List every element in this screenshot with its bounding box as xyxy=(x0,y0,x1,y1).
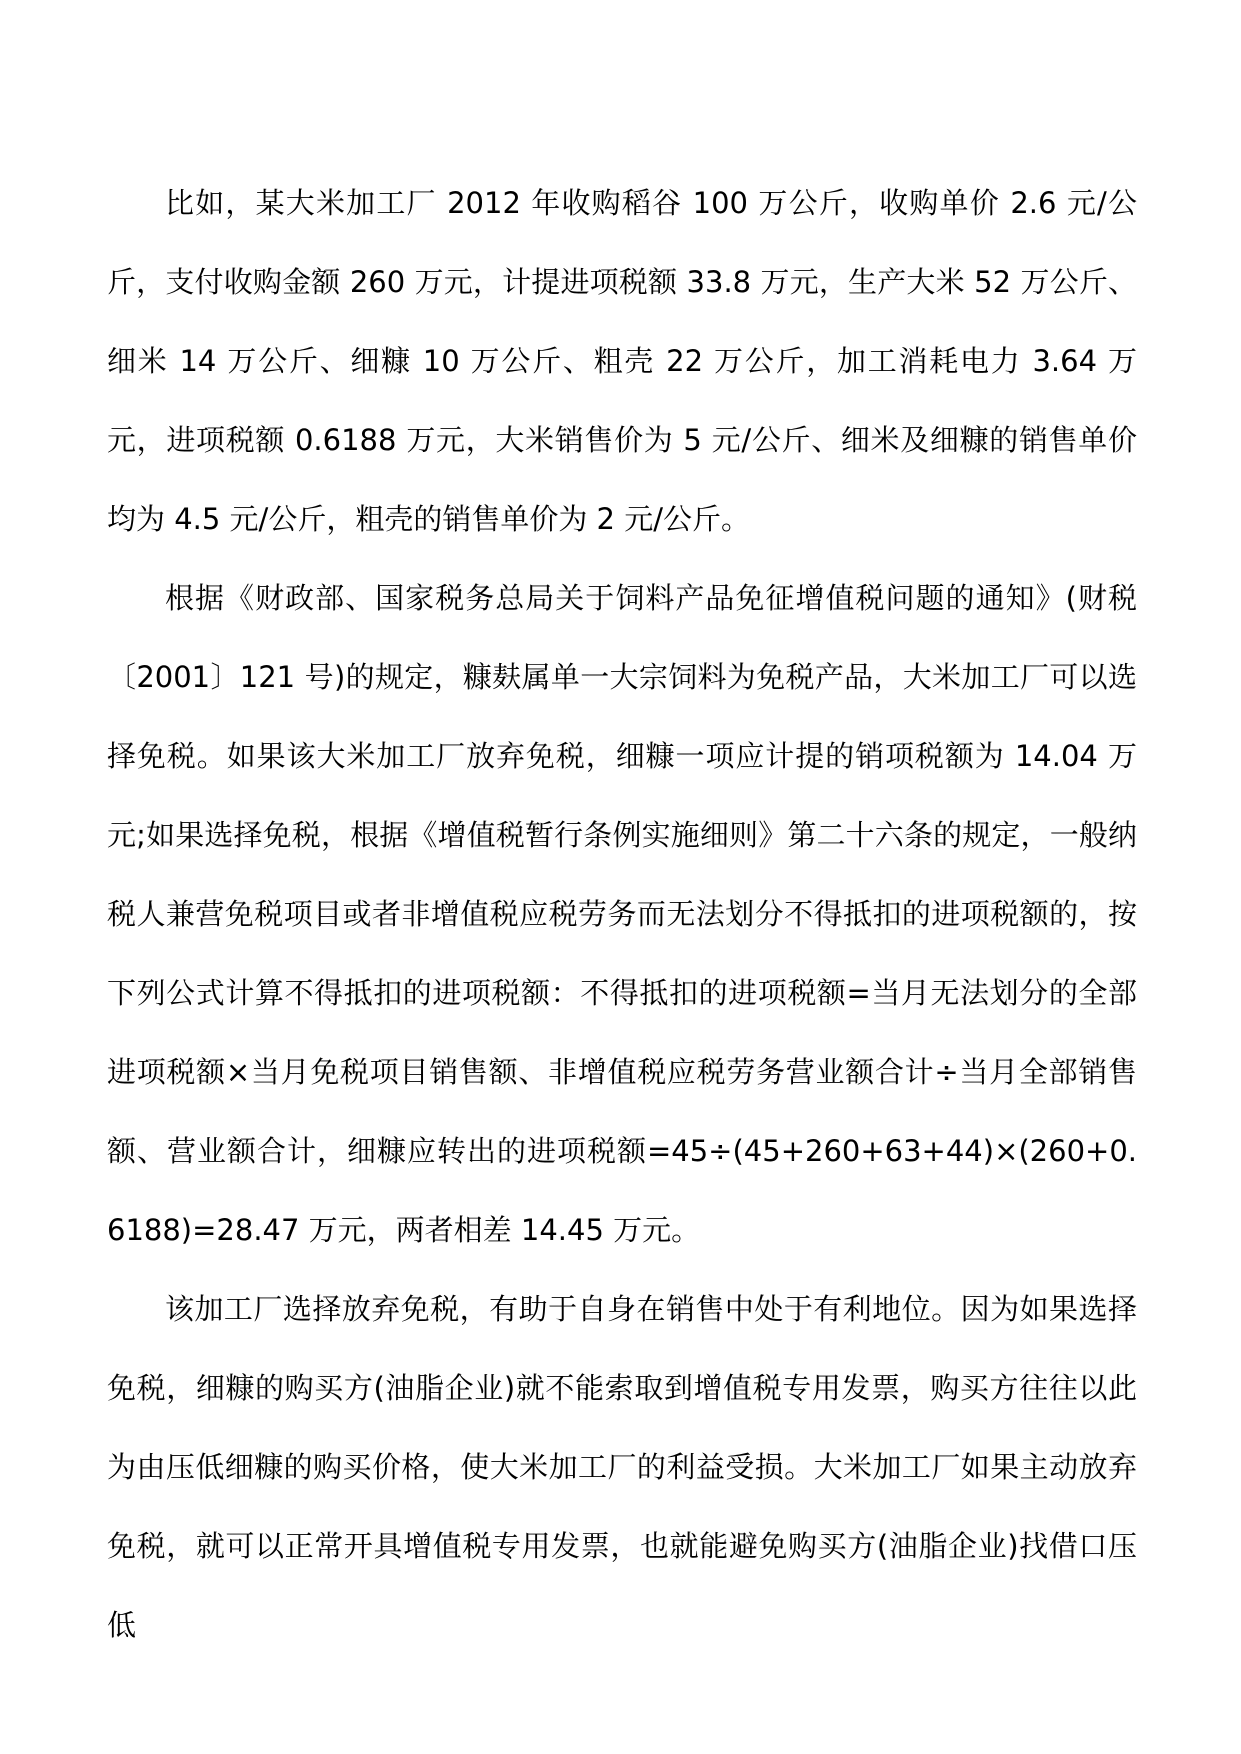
document-body xyxy=(107,164,1137,1665)
paragraph-rice-mill-example: 比如，某大米加工厂 2012 年收购稻谷 100 万公斤，收购单价 2.6 元/公斤，支付收购金额 260 万元，计提进项税额 33.8 万元，生产大米 52 万公斤、细米 14 万公斤、细糠 10 万公斤、粗壳 22 万公斤，加工消耗电力 3.64 万元，进项税额 0.6188 万元，大米销售价为 5 元/公斤、细米及细糠的销售单价均为 4.5 元/公斤，粗壳的销售单价为 2 元/公斤。 xyxy=(107,186,1137,536)
paragraph-waive-exemption-advantage: 该加工厂选择放弃免税，有助于自身在销售中处于有利地位。因为如果选择免税，细糠的购买方(油脂企业)就不能索取到增值税专用发票，购买方往往以此为由压低细糠的购买价格，使大米加工厂的利益受损。大米加工厂如果主动放弃免税，就可以正常开具增值税专用发票，也就能避免购买方(油脂企业)找借口压低 xyxy=(107,1292,1137,1642)
paragraph-tax-notice-analysis: 根据《财政部、国家税务总局关于饲料产品免征增值税问题的通知》(财税〔2001〕121 号)的规定，糠麸属单一大宗饲料为免税产品，大米加工厂可以选择免税。如果该大米加工厂放弃免税，细糠一项应计提的销项税额为 14.04 万元;如果选择免税，根据《增值税暂行条例实施细则》第二十六条的规定，一般纳税人兼营免税项目或者非增值税应税劳务而无法划分不得抵扣的进项税额的，按下列公式计算不得抵扣的进项税额：不得抵扣的进项税额=当月无法划分的全部进项税额×当月免税项目销售额、非增值税应税劳务营业额合计÷当月全部销售额、营业额合计，细糠应转出的进项税额=45÷(45+260+63+44)×(260+0.6188)=28.47 万元，两者相差 14.45 万元。 xyxy=(107,581,1137,1247)
